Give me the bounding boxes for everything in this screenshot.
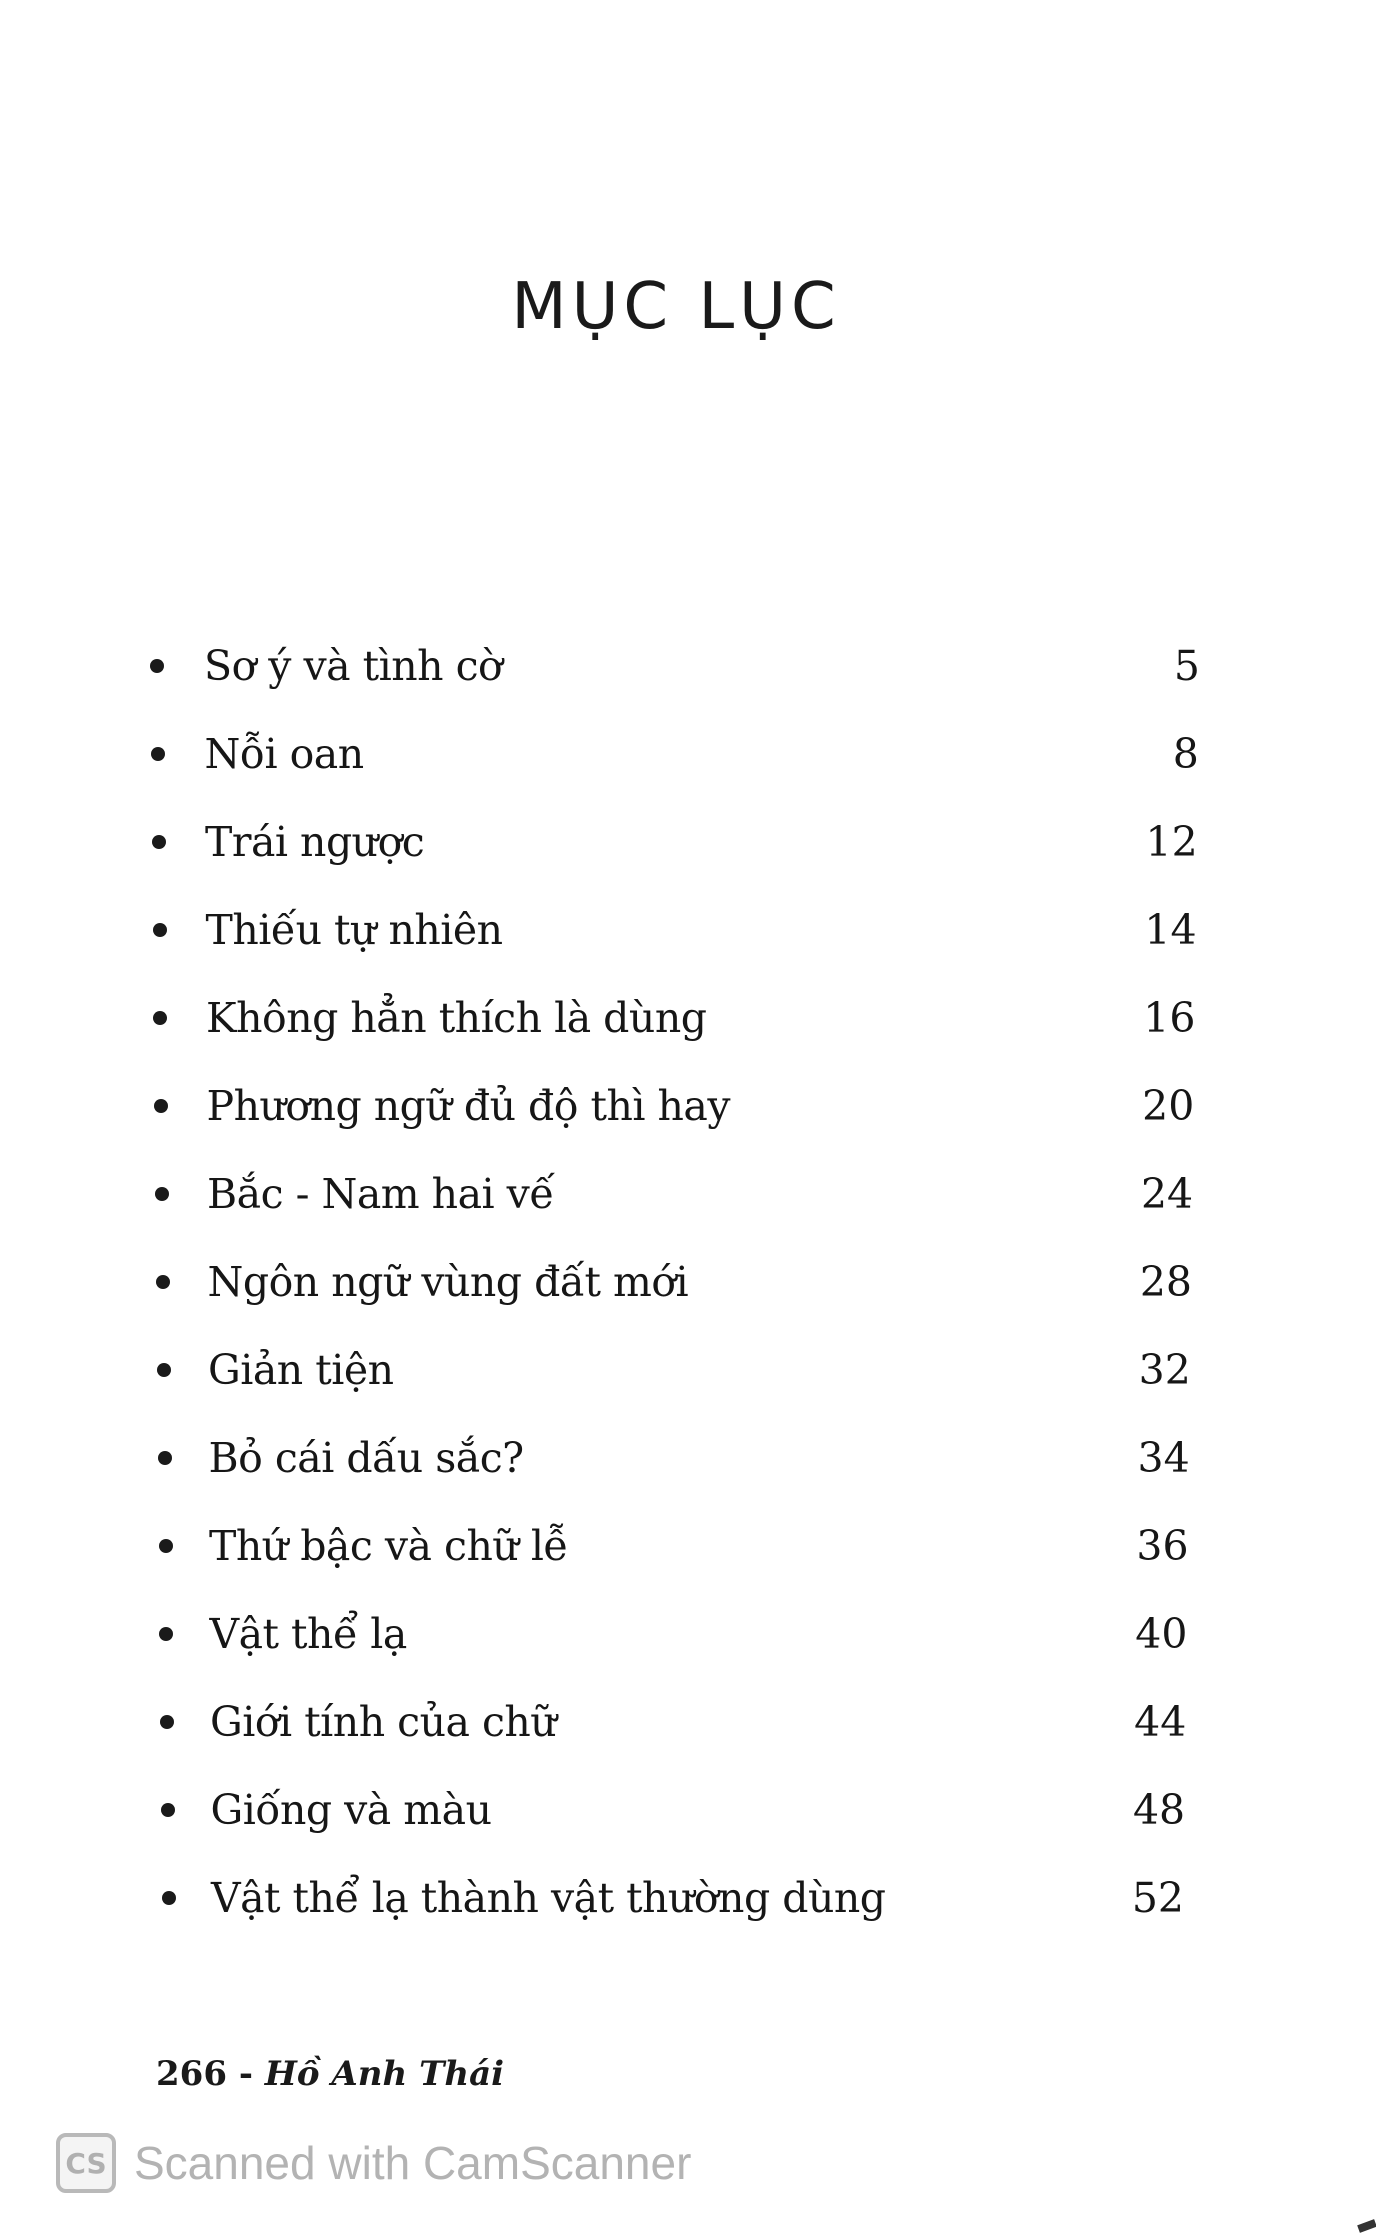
toc-entry-title: Vật thể lạ: [209, 1610, 407, 1658]
toc-entry-page-number: 48: [1132, 1786, 1186, 1834]
toc-entry: [0, 1868, 1376, 1928]
toc-entry-page-number: 36: [1136, 1522, 1189, 1570]
footer-separator: -: [226, 2054, 265, 2094]
bullet-icon: [154, 1099, 168, 1113]
toc-entry-page-number: 8: [1172, 730, 1199, 778]
toc-entry: [0, 1164, 1376, 1224]
toc-entry-title: Vật thể lạ thành vật thường dùng: [211, 1874, 886, 1922]
footer-author: Hồ Anh Thái: [264, 2054, 505, 2094]
bullet-icon: [160, 1715, 174, 1729]
toc-entry-title: Phương ngữ đủ độ thì hay: [206, 1082, 731, 1130]
toc-entry-page-number: 32: [1138, 1346, 1191, 1394]
toc-entry: [0, 1340, 1376, 1400]
toc-entry: [0, 1076, 1376, 1136]
toc-entry-page-number: 12: [1145, 818, 1198, 866]
bullet-icon: [157, 1363, 171, 1377]
bullet-icon: [151, 747, 165, 761]
bullet-icon: [161, 1803, 175, 1817]
toc-entry: [0, 1428, 1376, 1488]
toc-entry-title: Thứ bậc và chữ lễ: [209, 1522, 569, 1570]
toc-entry-page-number: 14: [1144, 906, 1197, 954]
toc-entry-title: Không hẳn thích là dùng: [206, 994, 707, 1042]
toc-entry-title: Sơ ý và tình cờ: [204, 642, 503, 690]
toc-entry-title: Bỏ cái dấu sắc?: [208, 1434, 524, 1482]
toc-entry-title: Nỗi oan: [204, 730, 364, 778]
camscanner-logo-icon: CS: [56, 2133, 116, 2193]
bullet-icon: [153, 923, 167, 937]
toc-entry-title: Bắc - Nam hai vế: [207, 1170, 555, 1218]
toc-entry-title: Thiếu tự nhiên: [205, 906, 503, 954]
toc-entry: [0, 1692, 1376, 1752]
bullet-icon: [153, 1011, 167, 1025]
toc-entry-page-number: 44: [1134, 1698, 1187, 1746]
bullet-icon: [156, 1275, 170, 1289]
toc-entry-page-number: 28: [1139, 1258, 1192, 1306]
page-title: MỤC LỤC: [511, 270, 841, 344]
toc-entry-page-number: 20: [1142, 1082, 1195, 1130]
toc-entry-page-number: 24: [1140, 1170, 1194, 1218]
toc-entry: [0, 1252, 1376, 1312]
toc-entry: [0, 900, 1376, 960]
footer-page-number: 266: [156, 2054, 227, 2094]
toc-entry-title: Trái ngược: [205, 818, 425, 866]
bullet-icon: [155, 1187, 169, 1201]
toc-entry: [0, 724, 1376, 784]
toc-entry-page-number: 5: [1173, 642, 1200, 690]
toc-entry-title: Giản tiện: [208, 1346, 394, 1394]
toc-entry-page-number: 34: [1137, 1434, 1190, 1482]
toc-entry: [0, 1780, 1376, 1840]
bullet-icon: [159, 1539, 173, 1553]
scan-edge-mark: [1357, 2219, 1376, 2233]
toc-entry-title: Giới tính của chữ: [210, 1698, 557, 1746]
toc-entry: [0, 988, 1376, 1048]
bullet-icon: [159, 1627, 173, 1641]
bullet-icon: [152, 835, 166, 849]
toc-entry: [0, 812, 1376, 872]
watermark-text: Scanned with CamScanner: [134, 2137, 692, 2189]
toc-entry-title: Ngôn ngữ vùng đất mới: [207, 1258, 689, 1306]
bullet-icon: [162, 1891, 176, 1905]
toc-entry: [0, 1604, 1376, 1664]
toc-entry-title: Giống và màu: [210, 1786, 492, 1834]
toc-entry: [0, 636, 1376, 696]
toc-entry-page-number: 16: [1143, 994, 1196, 1042]
page-footer: [156, 2054, 504, 2094]
bullet-icon: [150, 659, 164, 673]
toc-entry: [0, 1516, 1376, 1576]
toc-entry-page-number: 52: [1131, 1874, 1184, 1922]
camscanner-watermark: [56, 2128, 691, 2198]
toc-entry-page-number: 40: [1135, 1610, 1188, 1658]
bullet-icon: [158, 1451, 172, 1465]
